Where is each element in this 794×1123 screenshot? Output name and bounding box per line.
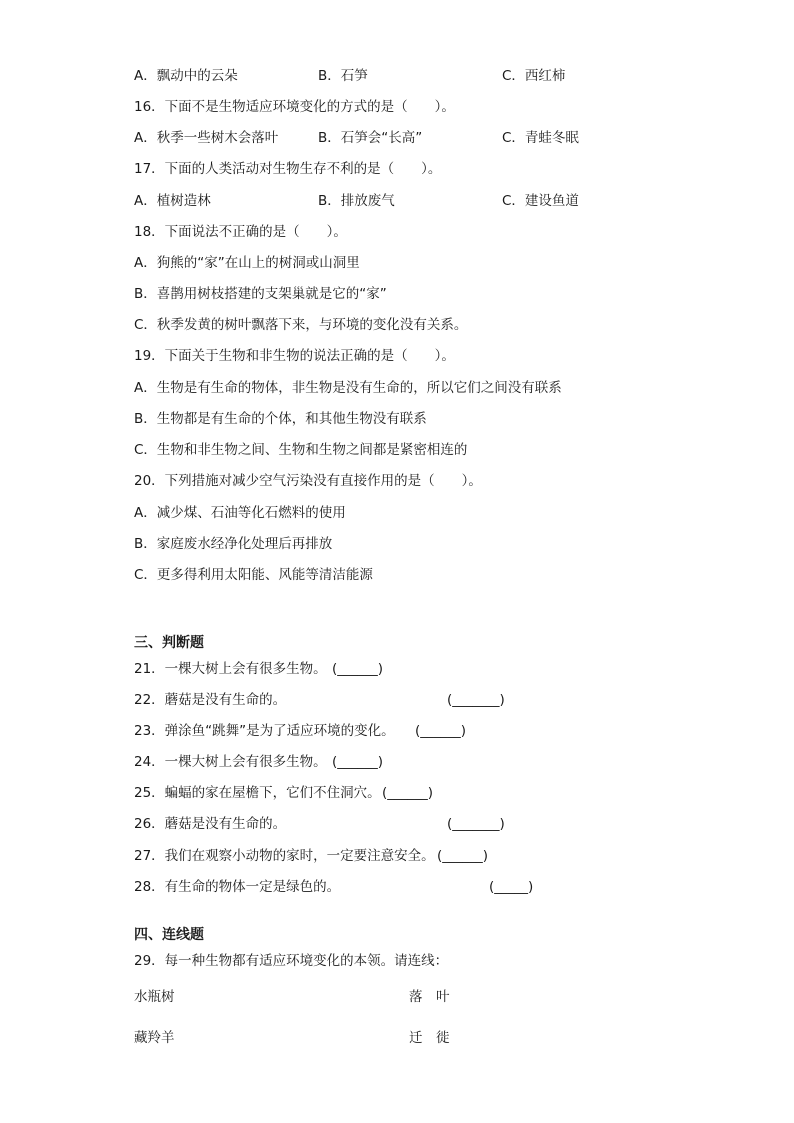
q17-option-c: C．建设鱼道 [502, 193, 579, 209]
q15-option-b: B．石笋 [318, 68, 368, 84]
q16-option-a: A．秋季一些树木会落叶 [134, 130, 279, 146]
section3-title: 三、判断题 [134, 635, 204, 651]
q29-stem: 29．每一种生物都有适应环境变化的本领。请连线： [134, 953, 449, 969]
q15-option-a: A．飘动中的云朵 [134, 68, 238, 84]
q27-answer-blank[interactable]: (______) [437, 848, 489, 864]
q19-stem: 19．下面关于生物和非生物的说法正确的是（ ）。 [134, 348, 455, 364]
q24-text: 24．一棵大树上会有很多生物。 [134, 754, 327, 770]
q18-option-b: B．喜鹊用树枝搭建的支架巢就是它的“家” [134, 286, 387, 302]
section4-title: 四、连线题 [134, 927, 204, 943]
q22-answer-blank[interactable]: (_______) [447, 692, 505, 708]
match-left-2[interactable]: 藏羚羊 [134, 1030, 175, 1046]
q15-option-c: C．西红柿 [502, 68, 566, 84]
q19-option-a: A．生物是有生命的物体，非生物是没有生命的，所以它们之间没有联系 [134, 380, 562, 396]
q27-text: 27．我们在观察小动物的家时，一定要注意安全。 [134, 848, 435, 864]
q18-option-c: C．秋季发黄的树叶飘落下来，与环境的变化没有关系。 [134, 317, 468, 333]
q20-option-a: A．减少煤、石油等化石燃料的使用 [134, 505, 346, 521]
match-left-1[interactable]: 水瓶树 [134, 989, 175, 1005]
q20-option-c: C．更多得利用太阳能、风能等清洁能源 [134, 567, 373, 583]
q21-answer-blank[interactable]: (______) [332, 661, 384, 677]
q22-text: 22．蘑菇是没有生命的。 [134, 692, 287, 708]
q25-text: 25．蝙蝠的家在屋檐下，它们不住洞穴。 [134, 785, 381, 801]
q23-answer-blank[interactable]: (______) [415, 723, 467, 739]
q24-answer-blank[interactable]: (______) [332, 754, 384, 770]
q18-stem: 18．下面说法不正确的是（ ）。 [134, 224, 347, 240]
q16-option-c: C．青蛙冬眠 [502, 130, 579, 146]
match-right-1[interactable]: 落 叶 [409, 989, 450, 1005]
match-right-2[interactable]: 迁 徙 [409, 1030, 450, 1046]
q20-option-b: B．家庭废水经净化处理后再排放 [134, 536, 333, 552]
q26-text: 26．蘑菇是没有生命的。 [134, 816, 287, 832]
q19-option-c: C．生物和非生物之间、生物和生物之间都是紧密相连的 [134, 442, 468, 458]
q26-answer-blank[interactable]: (_______) [447, 816, 505, 832]
q16-stem: 16．下面不是生物适应环境变化的方式的是（ ）。 [134, 99, 455, 115]
q17-option-a: A．植树造林 [134, 193, 211, 209]
q18-option-a: A．狗熊的“家”在山上的树洞或山洞里 [134, 255, 360, 271]
q21-text: 21．一棵大树上会有很多生物。 [134, 661, 327, 677]
q25-answer-blank[interactable]: (______) [382, 785, 434, 801]
q19-option-b: B．生物都是有生命的个体，和其他生物没有联系 [134, 411, 427, 427]
q17-option-b: B．排放废气 [318, 193, 395, 209]
q28-text: 28．有生命的物体一定是绿色的。 [134, 879, 341, 895]
q20-stem: 20．下列措施对减少空气污染没有直接作用的是（ ）。 [134, 473, 482, 489]
q23-text: 23．弹涂鱼“跳舞”是为了适应环境的变化。 [134, 723, 395, 739]
q28-answer-blank[interactable]: (_____) [489, 879, 534, 895]
q16-option-b: B．石笋会“长高” [318, 130, 423, 146]
q17-stem: 17．下面的人类活动对生物生存不利的是（ ）。 [134, 161, 442, 177]
